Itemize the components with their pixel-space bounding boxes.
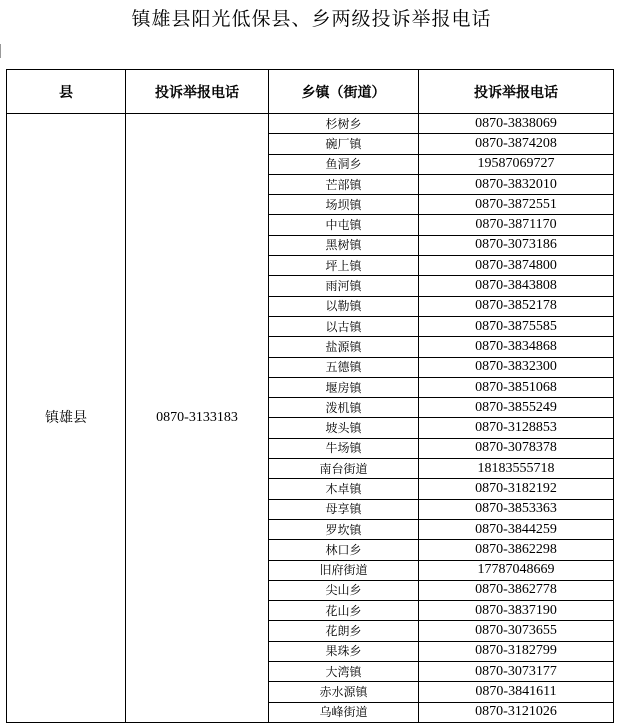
town-phone-cell: 0870-3182799 bbox=[419, 641, 614, 661]
town-name-cell: 杉树乡 bbox=[269, 114, 419, 134]
town-phone-cell: 0870-3855249 bbox=[419, 398, 614, 418]
town-phone-cell: 0870-3844259 bbox=[419, 519, 614, 539]
town-name-cell: 场坝镇 bbox=[269, 195, 419, 215]
town-name-cell: 黑树镇 bbox=[269, 235, 419, 255]
town-phone-cell: 0870-3851068 bbox=[419, 377, 614, 397]
town-phone-cell: 0870-3073655 bbox=[419, 621, 614, 641]
town-name-cell: 大湾镇 bbox=[269, 662, 419, 682]
table-row bbox=[7, 114, 614, 134]
page-edge-divider bbox=[0, 44, 1, 58]
header-county-phone: 投诉举报电话 bbox=[126, 70, 269, 114]
town-phone-cell: 0870-3073177 bbox=[419, 662, 614, 682]
town-name-cell: 牛场镇 bbox=[269, 438, 419, 458]
table-body bbox=[7, 114, 614, 723]
town-phone-cell: 0870-3843808 bbox=[419, 276, 614, 296]
town-phone-cell: 0870-3838069 bbox=[419, 114, 614, 134]
town-name-cell: 乌峰街道 bbox=[269, 702, 419, 722]
town-name-cell: 鱼洞乡 bbox=[269, 154, 419, 174]
town-name-cell: 罗坎镇 bbox=[269, 519, 419, 539]
town-phone-cell: 0870-3128853 bbox=[419, 418, 614, 438]
town-name-cell: 坪上镇 bbox=[269, 256, 419, 276]
town-phone-cell: 0870-3834868 bbox=[419, 337, 614, 357]
town-name-cell: 盐源镇 bbox=[269, 337, 419, 357]
town-phone-cell: 0870-3874800 bbox=[419, 256, 614, 276]
town-phone-cell: 0870-3832300 bbox=[419, 357, 614, 377]
town-phone-cell: 0870-3832010 bbox=[419, 174, 614, 194]
town-name-cell: 花朗乡 bbox=[269, 621, 419, 641]
town-name-cell: 林口乡 bbox=[269, 540, 419, 560]
town-phone-cell: 0870-3121026 bbox=[419, 702, 614, 722]
town-name-cell: 花山乡 bbox=[269, 601, 419, 621]
town-phone-cell: 17787048669 bbox=[419, 560, 614, 580]
town-phone-cell: 0870-3852178 bbox=[419, 296, 614, 316]
town-phone-cell: 0870-3841611 bbox=[419, 682, 614, 702]
town-phone-cell: 18183555718 bbox=[419, 459, 614, 479]
town-phone-cell: 0870-3874208 bbox=[419, 134, 614, 154]
town-name-cell: 旧府街道 bbox=[269, 560, 419, 580]
town-name-cell: 以勒镇 bbox=[269, 296, 419, 316]
town-name-cell: 泼机镇 bbox=[269, 398, 419, 418]
hotline-table bbox=[6, 69, 614, 723]
town-phone-cell: 0870-3875585 bbox=[419, 316, 614, 336]
town-phone-cell: 0870-3862298 bbox=[419, 540, 614, 560]
town-name-cell: 堰房镇 bbox=[269, 377, 419, 397]
town-phone-cell: 0870-3073186 bbox=[419, 235, 614, 255]
town-phone-cell: 19587069727 bbox=[419, 154, 614, 174]
town-phone-cell: 0870-3862778 bbox=[419, 580, 614, 600]
town-name-cell: 中屯镇 bbox=[269, 215, 419, 235]
town-name-cell: 芒部镇 bbox=[269, 174, 419, 194]
town-phone-cell: 0870-3837190 bbox=[419, 601, 614, 621]
page-title: 镇雄县阳光低保县、乡两级投诉举报电话 bbox=[131, 8, 492, 30]
header-town-phone: 投诉举报电话 bbox=[419, 70, 614, 114]
town-name-cell: 以古镇 bbox=[269, 316, 419, 336]
town-name-cell: 雨河镇 bbox=[269, 276, 419, 296]
town-phone-cell: 0870-3872551 bbox=[419, 195, 614, 215]
town-name-cell: 五德镇 bbox=[269, 357, 419, 377]
town-phone-cell: 0870-3182192 bbox=[419, 479, 614, 499]
town-name-cell: 果珠乡 bbox=[269, 641, 419, 661]
town-name-cell: 木卓镇 bbox=[269, 479, 419, 499]
town-phone-cell: 0870-3078378 bbox=[419, 438, 614, 458]
town-name-cell: 南台街道 bbox=[269, 459, 419, 479]
county-name-cell: 镇雄县 bbox=[7, 114, 126, 723]
table-header-row bbox=[7, 70, 614, 114]
town-name-cell: 母享镇 bbox=[269, 499, 419, 519]
county-phone-cell: 0870-3133183 bbox=[126, 114, 269, 723]
town-name-cell: 坡头镇 bbox=[269, 418, 419, 438]
header-county: 县 bbox=[7, 70, 126, 114]
town-phone-cell: 0870-3871170 bbox=[419, 215, 614, 235]
town-name-cell: 尖山乡 bbox=[269, 580, 419, 600]
header-town: 乡镇（街道） bbox=[269, 70, 419, 114]
town-name-cell: 赤水源镇 bbox=[269, 682, 419, 702]
town-name-cell: 碗厂镇 bbox=[269, 134, 419, 154]
town-phone-cell: 0870-3853363 bbox=[419, 499, 614, 519]
